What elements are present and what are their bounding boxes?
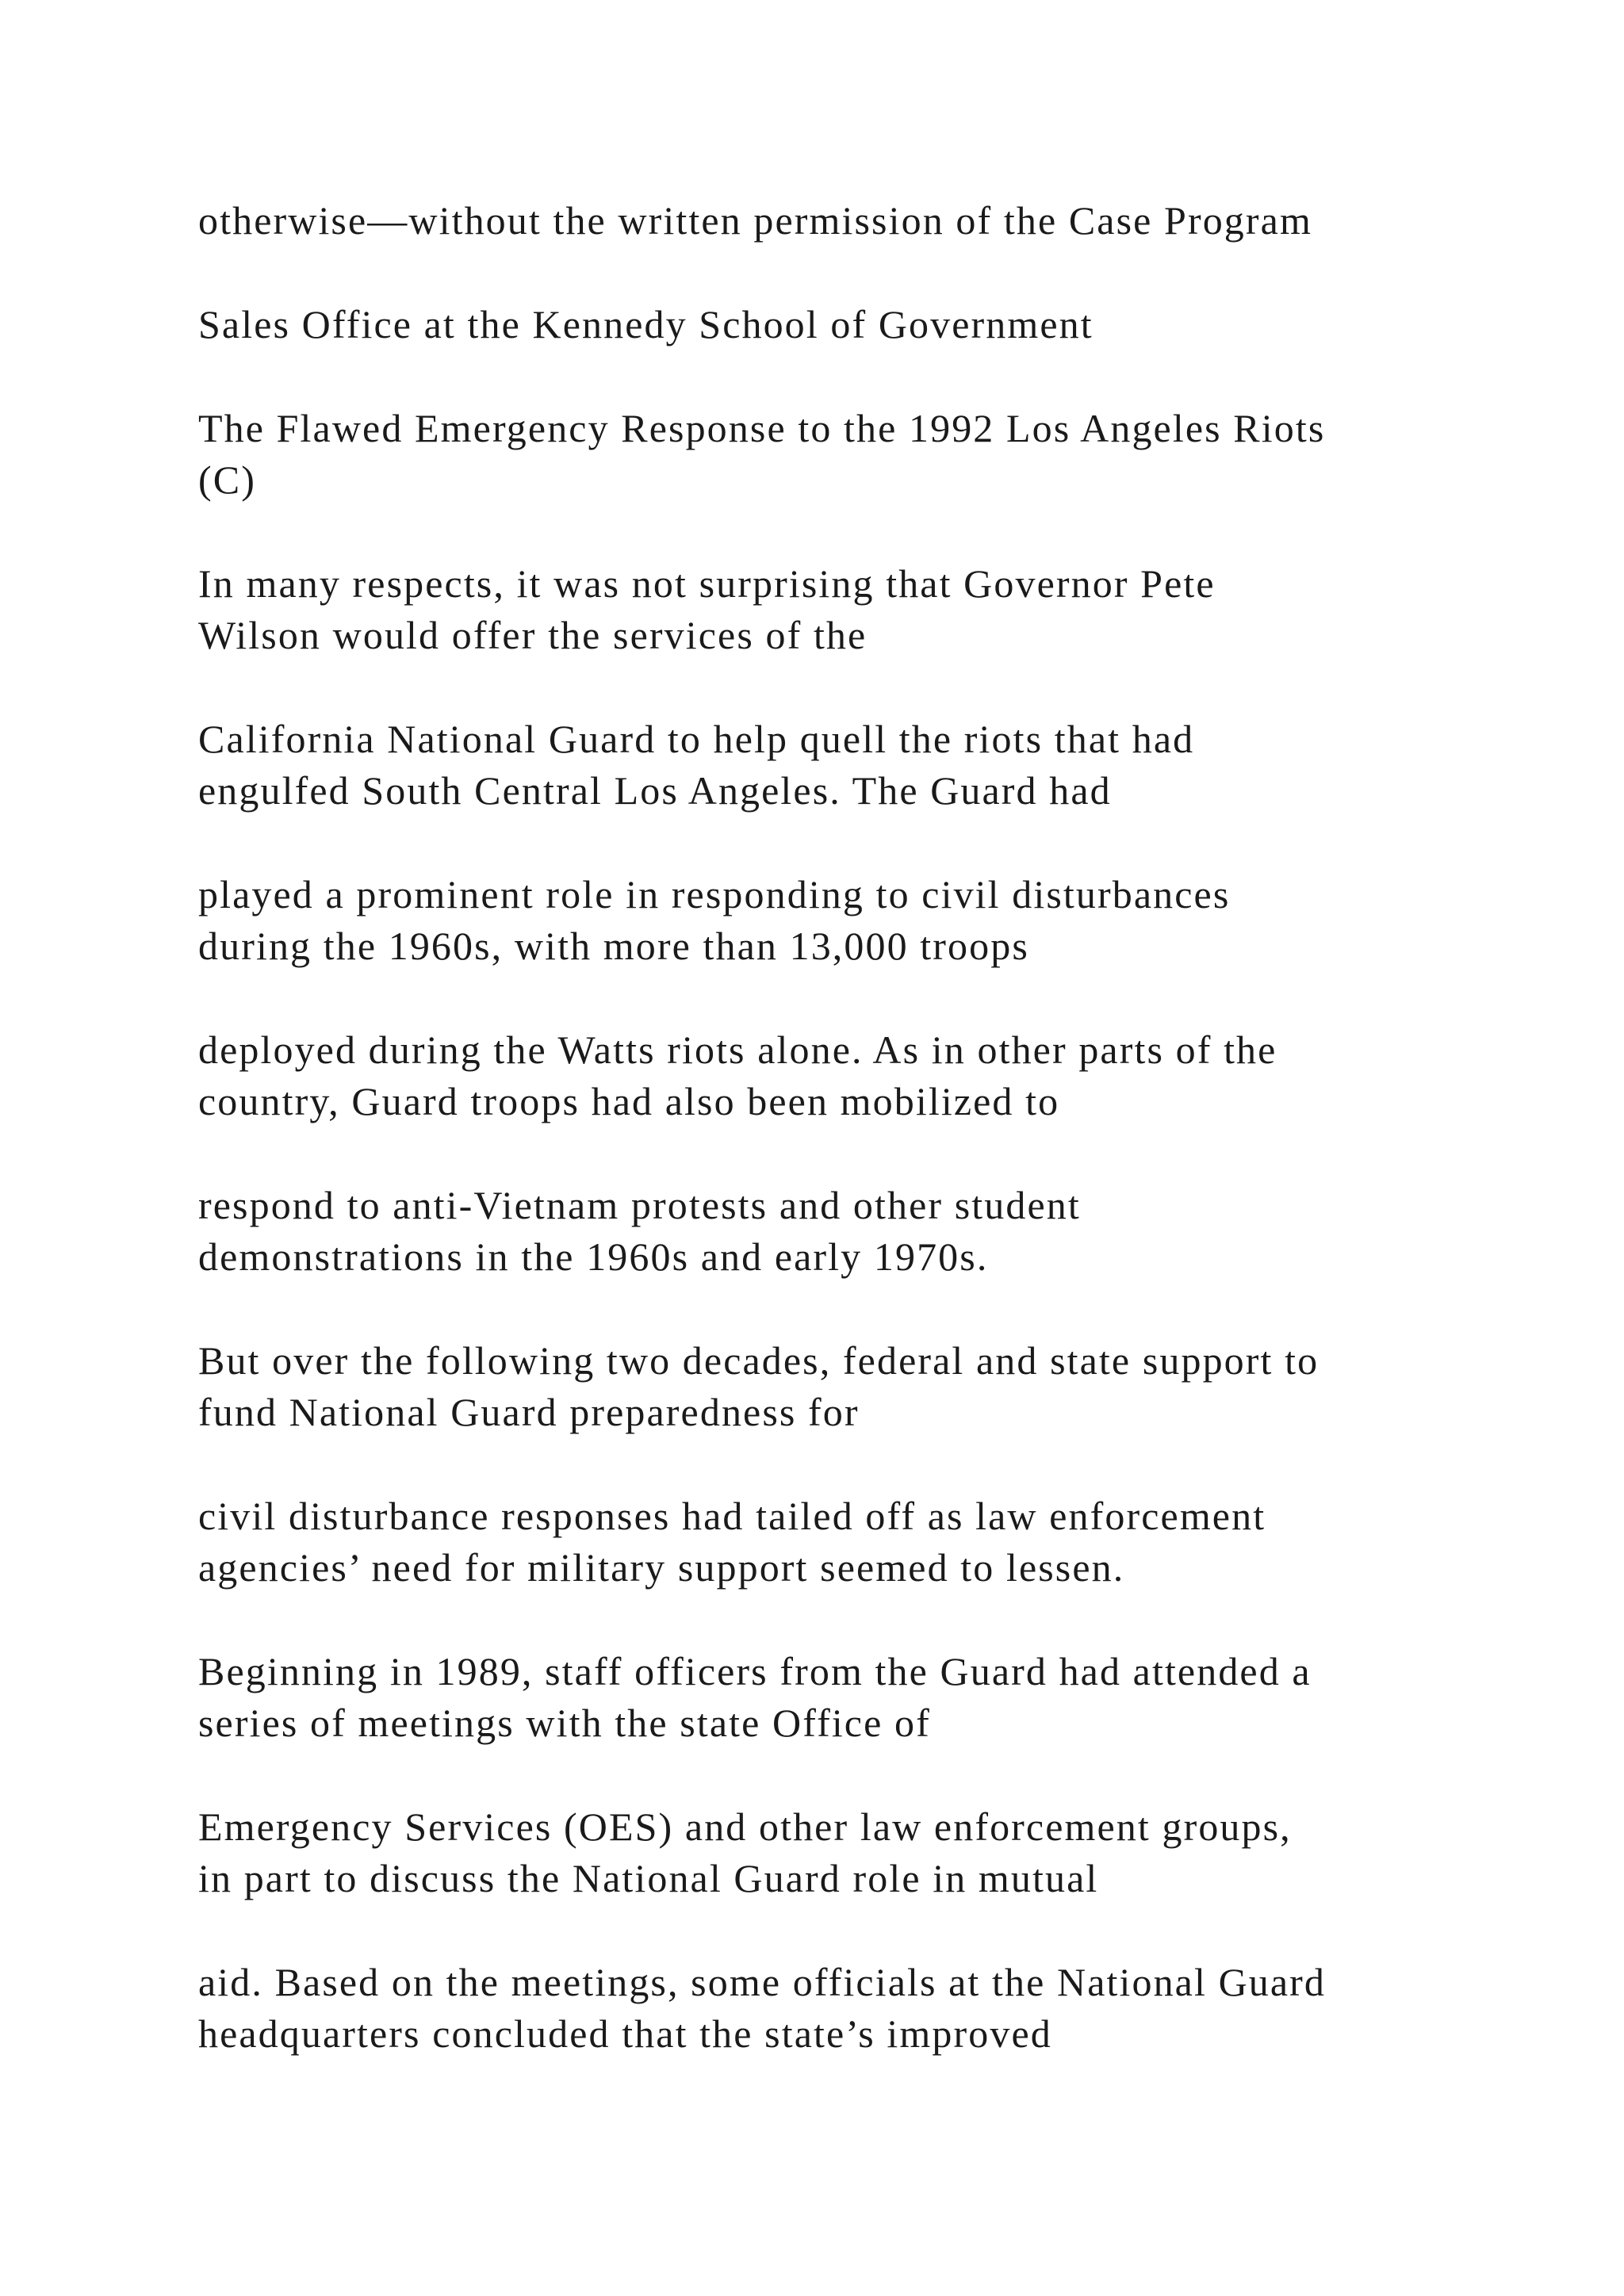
paragraph [198, 1180, 1451, 1283]
text-line: engulfed South Central Los Angeles. The Guard had [198, 768, 1112, 813]
paragraph [198, 1801, 1451, 1904]
text-line: during the 1960s, with more than 13,000 troops [198, 924, 1029, 968]
text-line: civil disturbance responses had tailed off as law enforcement [198, 1494, 1266, 1538]
paragraph [198, 1646, 1451, 1749]
text-line: headquarters concluded that the state’s improved [198, 2011, 1052, 2056]
paragraph [198, 299, 1451, 350]
text-line: in part to discuss the National Guard role in mutual [198, 1856, 1099, 1900]
text-line: (C) [198, 457, 256, 502]
text-line: The Flawed Emergency Response to the 1992 Los Angeles Riots [198, 406, 1326, 450]
text-line: otherwise—without the written permission of the Case Program [198, 198, 1312, 243]
paragraph [198, 1957, 1451, 2060]
text-line: fund National Guard preparedness for [198, 1390, 860, 1434]
text-line: Sales Office at the Kennedy School of Government [198, 302, 1094, 346]
paragraph [198, 869, 1451, 972]
document-body [198, 195, 1451, 2112]
text-line: deployed during the Watts riots alone. As in other parts of the [198, 1027, 1277, 1072]
text-line: played a prominent role in responding to civil disturbances [198, 872, 1231, 916]
text-line: demonstrations in the 1960s and early 1970s. [198, 1234, 989, 1279]
text-line: Wilson would offer the services of the [198, 613, 868, 657]
text-line: Beginning in 1989, staff officers from the Guard had attended a [198, 1649, 1312, 1693]
paragraph [198, 1490, 1451, 1594]
paragraph [198, 558, 1451, 661]
paragraph [198, 714, 1451, 817]
text-line: agencies’ need for military support seemed to lessen. [198, 1545, 1125, 1590]
text-line: But over the following two decades, federal and state support to [198, 1338, 1320, 1383]
text-line: country, Guard troops had also been mobilized to [198, 1079, 1060, 1123]
text-line: respond to anti-Vietnam protests and other student [198, 1183, 1081, 1227]
text-line: series of meetings with the state Office of [198, 1701, 931, 1745]
paragraph [198, 1024, 1451, 1127]
text-line: aid. Based on the meetings, some officials at the National Guard [198, 1960, 1327, 2004]
text-line: California National Guard to help quell the riots that had [198, 717, 1195, 761]
text-line: In many respects, it was not surprising that Governor Pete [198, 561, 1216, 606]
paragraph [198, 1335, 1451, 1438]
paragraph [198, 195, 1451, 247]
text-line: Emergency Services (OES) and other law enforcement groups, [198, 1804, 1292, 1849]
document-title [198, 403, 1451, 506]
